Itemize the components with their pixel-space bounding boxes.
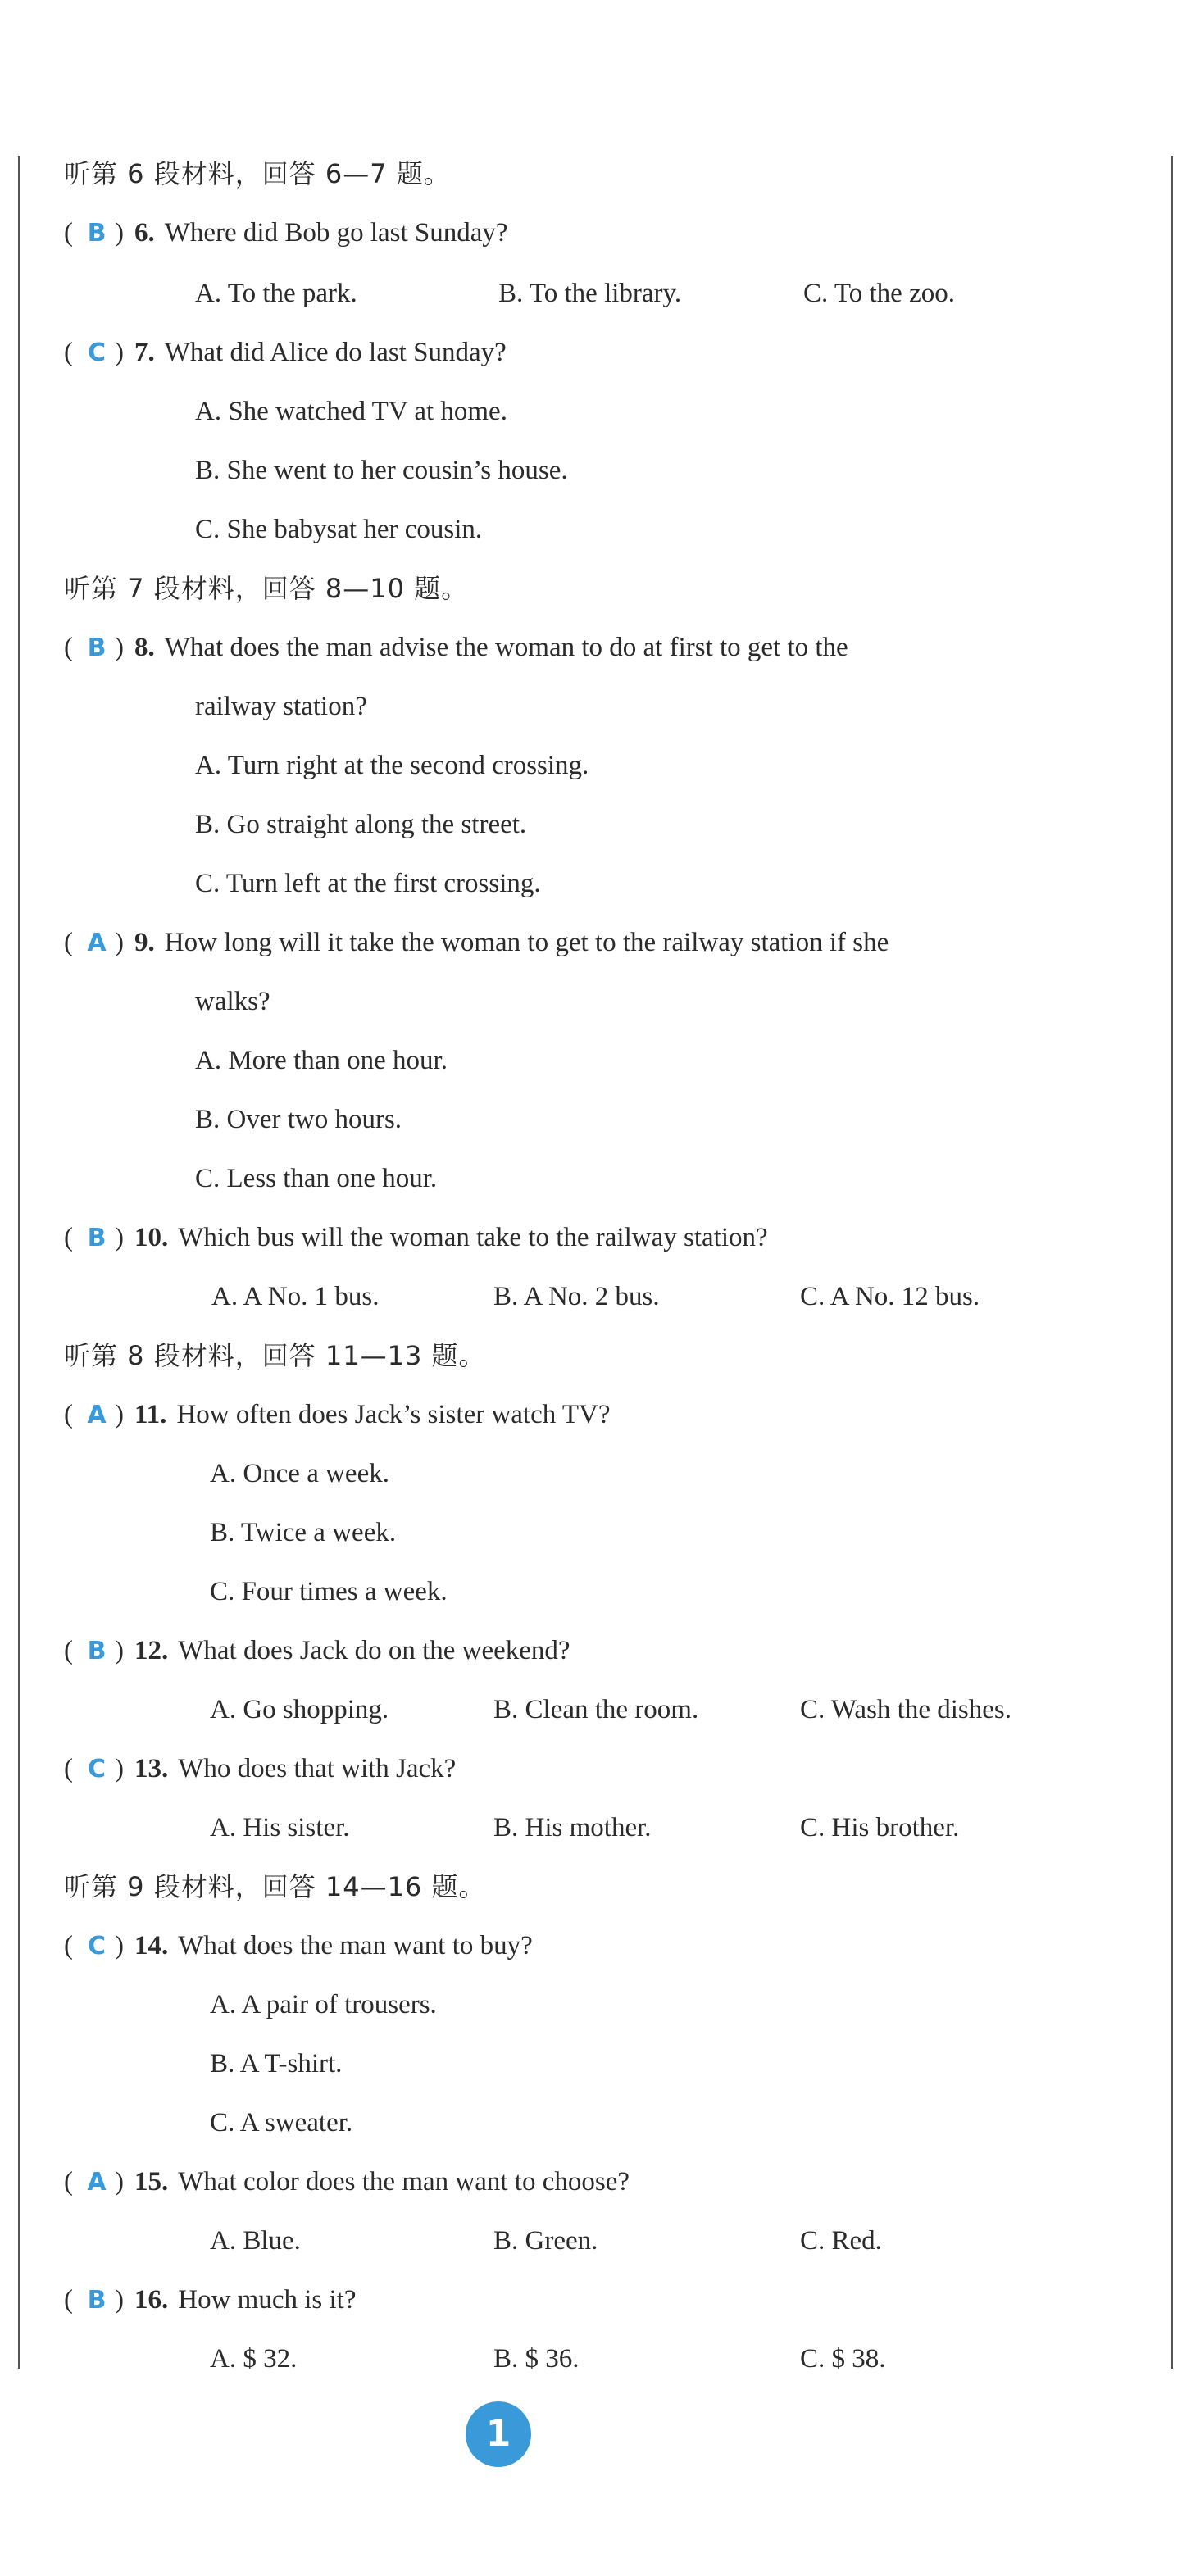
question-10: ( B ) 10. Which bus will the woman take to the railway station? [64, 1220, 768, 1256]
question-15-text: What color does the man want to choose? [178, 2167, 630, 2197]
answer-8: B [87, 634, 107, 662]
option-7c: C. She babysat her cousin. [195, 515, 483, 544]
answer-11: A [87, 1401, 107, 1429]
section-header: 听第 7 段材料，回答 8—10 题。 [64, 573, 469, 604]
question-11-text: How often does Jack’s sister watch TV? [176, 1400, 611, 1429]
option-7a: A. She watched TV at home. [195, 397, 507, 426]
question-15: ( A ) 15. What color does the man want to choose? [64, 2164, 630, 2201]
option-9b: B. Over two hours. [195, 1105, 402, 1134]
left-margin-rule [18, 156, 20, 2369]
option-9c: C. Less than one hour. [195, 1164, 438, 1193]
option-12a: A. Go shopping. [210, 1695, 389, 1724]
answer-7: C [87, 338, 107, 367]
answer-16: B [87, 2286, 107, 2315]
question-14-text: What does the man want to buy? [178, 1931, 533, 1960]
option-12b: B. Clean the room. [493, 1695, 699, 1724]
option-9a: A. More than one hour. [195, 1046, 448, 1075]
question-13: ( C ) 13. Who does that with Jack? [64, 1751, 456, 1788]
option-6b: B. To the library. [498, 279, 682, 308]
option-7b: B. She went to her cousin’s house. [195, 456, 568, 485]
option-14c: C. A sweater. [210, 2108, 353, 2138]
question-10-text: Which bus will the woman take to the railway station? [178, 1223, 768, 1252]
option-10c: C. A No. 12 bus. [800, 1282, 980, 1311]
page-number-badge: 1 [466, 2401, 531, 2467]
question-9-text-cont: walks? [195, 987, 270, 1016]
question-6: ( B ) 6. Where did Bob go last Sunday? [64, 215, 508, 252]
option-12c: C. Wash the dishes. [800, 1695, 1011, 1724]
question-13-text: Who does that with Jack? [178, 1754, 457, 1783]
option-13c: C. His brother. [800, 1813, 960, 1842]
option-13a: A. His sister. [210, 1813, 350, 1842]
option-8b: B. Go straight along the street. [195, 810, 527, 839]
option-14a: A. A pair of trousers. [210, 1990, 437, 2019]
answer-12: B [87, 1637, 107, 1665]
question-12-text: What does Jack do on the weekend? [178, 1636, 570, 1665]
option-11c: C. Four times a week. [210, 1577, 448, 1606]
option-8c: C. Turn left at the first crossing. [195, 869, 541, 898]
option-15c: C. Red. [800, 2226, 882, 2256]
option-15b: B. Green. [493, 2226, 598, 2256]
question-12: ( B ) 12. What does Jack do on the weekend? [64, 1633, 570, 1670]
section-header: 听第 6 段材料，回答 6—7 题。 [64, 158, 451, 189]
question-16: ( B ) 16. How much is it? [64, 2282, 356, 2319]
answer-14: C [87, 1932, 107, 1960]
section-header: 听第 9 段材料，回答 14—16 题。 [64, 1871, 486, 1902]
option-11b: B. Twice a week. [210, 1518, 397, 1547]
question-8-text-cont: railway station? [195, 692, 367, 721]
question-16-text: How much is it? [178, 2285, 357, 2315]
question-7-text: What did Alice do last Sunday? [164, 338, 507, 367]
option-16c: C. $ 38. [800, 2344, 886, 2374]
question-6-text: Where did Bob go last Sunday? [164, 218, 508, 248]
option-16a: A. $ 32. [210, 2344, 298, 2374]
option-6c: C. To the zoo. [803, 279, 955, 308]
option-8a: A. Turn right at the second crossing. [195, 751, 589, 780]
option-16b: B. $ 36. [493, 2344, 580, 2374]
answer-13: C [87, 1755, 107, 1783]
answer-15: A [87, 2168, 107, 2197]
answer-6: B [87, 219, 107, 248]
question-14: ( C ) 14. What does the man want to buy? [64, 1928, 533, 1965]
option-6a: A. To the park. [195, 279, 357, 308]
answer-9: A [87, 929, 107, 957]
question-8-text: What does the man advise the woman to do at first to get to the [164, 633, 848, 662]
option-10b: B. A No. 2 bus. [493, 1282, 660, 1311]
right-margin-rule [1171, 156, 1173, 2369]
question-8: ( B ) 8. What does the man advise the woman to do at first to get to the [64, 629, 848, 666]
option-10a: A. A No. 1 bus. [211, 1282, 380, 1311]
option-13b: B. His mother. [493, 1813, 652, 1842]
answer-10: B [87, 1224, 107, 1252]
section-header: 听第 8 段材料，回答 11—13 题。 [64, 1340, 486, 1371]
option-15a: A. Blue. [210, 2226, 301, 2256]
question-9: ( A ) 9. How long will it take the woman to get to the railway station if she [64, 925, 889, 961]
question-11: ( A ) 11. How often does Jack’s sister watch TV? [64, 1397, 611, 1433]
option-14b: B. A T-shirt. [210, 2049, 343, 2079]
question-9-text: How long will it take the woman to get to the railway station if she [164, 928, 889, 957]
question-7: ( C ) 7. What did Alice do last Sunday? [64, 334, 507, 371]
option-11a: A. Once a week. [210, 1459, 389, 1488]
